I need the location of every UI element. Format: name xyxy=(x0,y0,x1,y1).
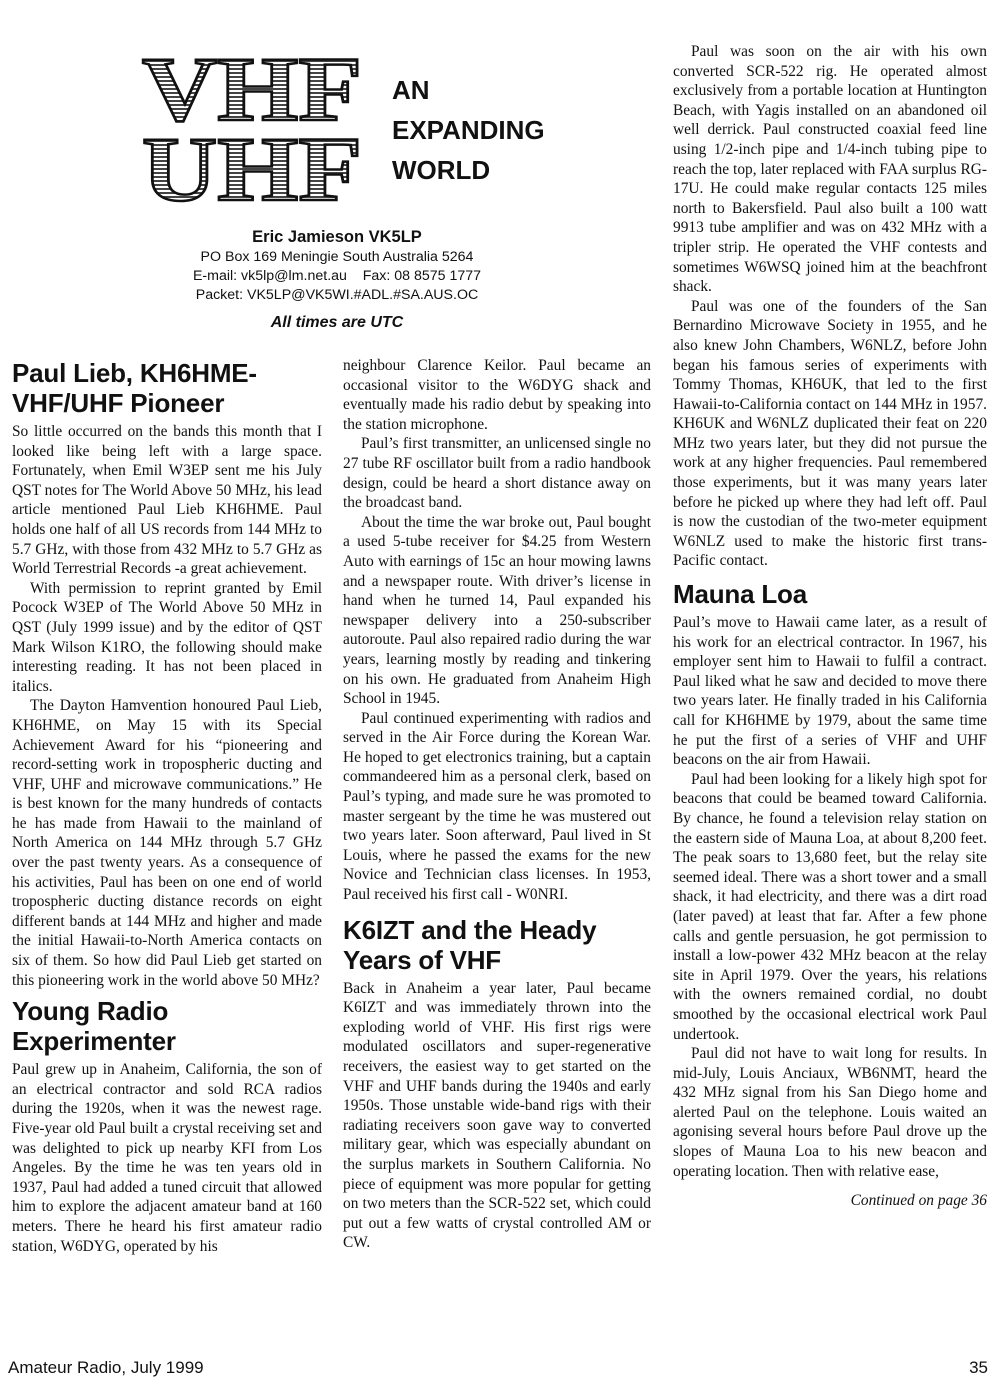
paragraph: Paul’s first transmitter, an unlicensed single no 27 tube RF oscillator built from a radio handbook design, could be heard a short distance away on the broadcast band. xyxy=(343,435,651,512)
logo-line-1: VHF xyxy=(142,48,362,140)
masthead-tagline xyxy=(392,70,545,190)
paragraph: Back in Anaheim a year later, Paul became K6IZT and was immediately thrown into the exploding world of VHF. His first rigs were modulated oscillators and super-regenerative receivers, the easiest way to get started on the VHF and UHF bands during the 1940s and early 1950s. Those unstable wide-band rigs with their radiating receivers soon gave way to converted military gear, which was especially abundant on the surplus markets in Southern California. No piece of equipment was more popular for getting on two meters than the SCR-522 set, which could put out a few watts of crystal controlled AM or CW. xyxy=(343,979,651,1252)
paragraph: Paul grew up in Anaheim, California, the son of an electrical contractor and sold RCA radios during the 1920s, when it was the newest rage. Five-year old Paul built a crystal receiving set and was delighted to pick up nearby KFI from Los Angeles. By the time he was ten years old in 1937, Paul had added a tuned circuit that allowed him to explore the adjacent amateur band at 160 meters. There he heard his first amateur radio station, W6DYG, operated by his xyxy=(12,1061,322,1255)
times-note: All times are UTC xyxy=(270,314,404,331)
author-packet: Packet: VK5LP@VK5WI.#ADL.#SA.AUS.OC xyxy=(195,287,479,303)
author-email-fax xyxy=(168,267,506,286)
section-heading-mauna-loa: Mauna Loa xyxy=(673,579,807,610)
section-heading-paul-lieb: Paul Lieb, KH6HME- VHF/UHF Pioneer xyxy=(12,358,257,418)
author-name: Eric Jamieson VK5LP xyxy=(252,228,422,246)
paragraph: About the time the war broke out, Paul bought a used 5-tube receiver for $4.25 from Western Auto with earnings of 15c an hour mowing lawns and a newspaper route. With driver’s license in hand when he turned 14, Paul expanded his newspaper delivery into a 250-subscriber autoroute. Paul also repaired radio during the war years, learning mostly by reading and tinkering on his own. He graduated from Anaheim High School in 1945. xyxy=(343,513,651,708)
paragraph: neighbour Clarence Keilor. Paul became an occasional visitor to the W6DYG shack and eventually made his radio debut by speaking into the station microphone. xyxy=(343,357,651,433)
paragraph: Paul was soon on the air with his own converted SCR-522 rig. He operated almost exclusively from a portable location at Huntington Beach, with Yagis installed on an abandoned oil well derrick. Paul constructed coaxial feed line using 1/2-inch pipe and 1/4-inch tubing pipe to reach the top, later replaced with FAA surplus RG-17U. He could make regular contacts 125 miles north to Bakersfield. Paul also built a 100 watt 9913 tube amplifier and was on 432 MHz with a tripler strip. He operated the VHF contests and sometimes W6WSQ joined him at the beachfront shack. xyxy=(673,43,987,296)
article-column-2 xyxy=(343,356,651,1253)
section-heading-k6izt: K6IZT and the Heady Years of VHF xyxy=(343,914,597,975)
vhf-uhf-logo xyxy=(140,48,366,204)
vhf-uhf-logo-graphic xyxy=(140,48,366,204)
article-column-3 xyxy=(673,42,987,1211)
author-email: E-mail: vk5lp@lm.net.au xyxy=(192,268,347,284)
article-column-1 xyxy=(12,356,322,1256)
author-fax: Fax: 08 8575 1777 xyxy=(362,268,482,284)
logo-line-2: UHF xyxy=(142,118,362,204)
paragraph: With permission to reprint granted by Emil Pocock W3EP of The World Above 50 MHz in QST (July 1999 issue) and by the editor of QST Mark Wilson K1RO, the following should make interesting reading. It has not been placed in italics. xyxy=(12,579,322,695)
paragraph: Paul continued experimenting with radios and served in the Air Force during the Korean War. He hoped to get electronics training, but a captain commandeered him as a personal clerk, based on Paul’s typing, and made sure he was promoted to master sergeant by the time he was mustered out two years later. Soon afterward, Paul lived in St Louis, where he passed the exams for the new Novice and Technician class licenses. In 1953, Paul received his first call - W0NRI. xyxy=(343,709,651,904)
paragraph: So little occurred on the bands this month that I looked like being left with a large space. Fortunately, when Emil W3EP sent me his July QST notes for The World Above 50 MHz, his lead article mentioned Paul Lieb KH6HME. Paul holds one half of all US records from 144 MHz to 5.7 GHz, with those from 432 MHz to 5.7 GHz as World Terrestrial Records -a great achievement. xyxy=(12,423,322,578)
tagline-line-1: AN xyxy=(392,75,430,105)
continued-on-page-link: Continued on page 36 xyxy=(850,1192,987,1210)
paragraph: Paul’s move to Hawaii came later, as a result of his work for an electrical contractor. In 1967, his employer sent him to Hawaii to fulfil a contract. Paul liked what he saw and decided to move there two years later. He finally traded in his California call for KH6HME by 1979, about the same time he put the first of a series of VHF and UHF beacons on the air from Hawaii. xyxy=(673,614,987,769)
section-heading-young-radio-experimenter: Young Radio Experimenter xyxy=(12,996,176,1057)
paragraph: Paul did not have to wait long for results. In mid-July, Louis Anciaux, WB6NMT, heard the 432 MHz signal from his San Diego home and alerted Paul on the telephone. Louis waited an agonising several hours before Paul drove up the slopes of Mauna Loa to his new beacon and operating location. Then with relative ease, xyxy=(673,1045,987,1180)
paragraph: The Dayton Hamvention honoured Paul Lieb, KH6HME, on May 15 with its Special Achievement Award for his “pioneering and record-setting work in tropospheric ducting and VHF, UHF and microwave communications.” He is best known for the many hundreds of contacts he has made from Hawaii to the mainland of North America on 144 MHz through 5.7 GHz over the past twenty years. As a consequence of his activities, Paul has been on one end of world tropospheric ducting distance records on eight different bands at 144 MHz and higher and made the initial Hawaii-to-North America contacts on six of them. So how did Paul Lieb get started on this pioneering work in the world above 50 MHz? xyxy=(12,697,322,989)
tagline-line-3: WORLD xyxy=(392,155,491,185)
author-address: PO Box 169 Meningie South Australia 5264 xyxy=(200,249,474,265)
paragraph: Paul had been looking for a likely high spot for beacons that could be beamed toward California. By chance, he found a television relay station on the eastern side of Mauna Loa, at about 8,200 feet. The peak soars to 13,680 feet, but the relay site seemed ideal. There was a short tower and a small shack, it had electricity, and there was a dirt road (later paved) at least that far. After a few phone calls and gentle persuasion, he got permission to install a low-power 432 MHz beacon at the relay site in April 1979. Over the years, his relations with the owners remained cordial, no doubt smoothed by the occasional electrical work Paul undertook. xyxy=(673,770,987,1043)
author-contact-block xyxy=(168,226,506,305)
tagline-line-2: EXPANDING xyxy=(392,115,545,145)
footer-publication: Amateur Radio, July 1999 xyxy=(8,1358,204,1377)
footer-page-number: 35 xyxy=(969,1358,988,1377)
paragraph: Paul was one of the founders of the San Bernardino Microwave Society in 1955, and he also knew John Chambers, W6NLZ, before John began his famous series of experiments with Tommy Thomas, KH6UK, that led to the first Hawaii-to-California contact on 144 MHz in 1957. KH6UK and W6NLZ duplicated their feat on 220 MHz two years later, but they did not pursue the work at any higher frequencies. Paul remembered those experiments, but it was many years later before he picked up where they had left off. Paul is now the custodian of the two-meter equipment W6NLZ used to make the historic first trans-Pacific contact. xyxy=(673,297,987,570)
